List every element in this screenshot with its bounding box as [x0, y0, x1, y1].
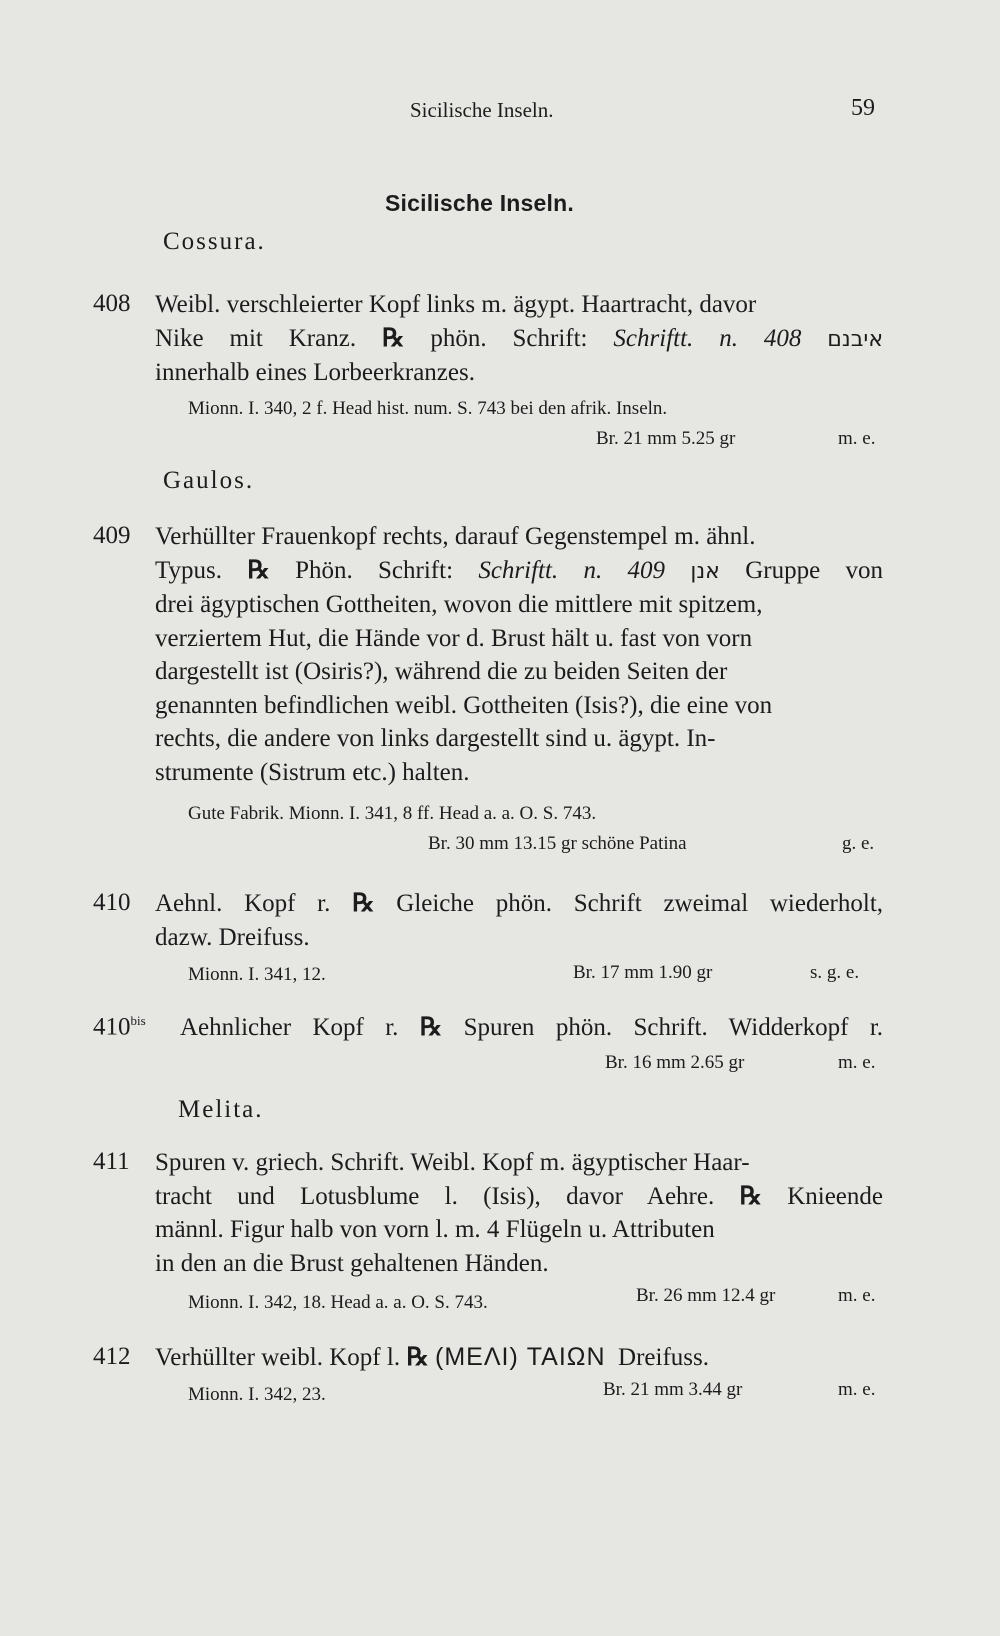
entry-412: Verhüllter weibl. Kopf l. ℞ (ΜΕΛΙ) ΤΑΙΩΝ Dreifuss. [155, 1343, 710, 1371]
hebrew-inscription: אנן [690, 558, 720, 584]
entry-409: Verhüllter Frauenkopf rechts, darauf Gegenstempel m. ähnl. Typus. ℞ Phön. Schrift: Schriftt. n. 409 אנן Gruppe von drei ägyptischen Gottheiten, wovon die mittlere mit spitzem, verziertem Hut, die Hände vor d. Brust hält u. fast von vorn dargestellt ist (Osiris?), während die zu beiden Seiten der genannten befindlichen weibl. Gottheiten (Isis?), die eine von rechts, die andere von links dargestellt sind u. ägypt. In- strumente (Sistrum etc.) halten. [155, 523, 883, 786]
recipe-symbol-icon: ℞ [406, 1344, 429, 1371]
place-heading-cossura: Cossura. [163, 228, 266, 255]
entry-number-412: 412 [93, 1343, 131, 1370]
entry-number-411: 411 [93, 1148, 130, 1175]
recipe-symbol-icon: ℞ [419, 1014, 443, 1041]
entry-number-409: 409 [93, 522, 131, 549]
entry-408-line: innerhalb eines Lorbeerkranzes. [155, 359, 475, 386]
entry-number-408: 408 [93, 290, 131, 317]
entry-412-citation: Mionn. I. 342, 23. [188, 1384, 326, 1405]
entry-411-citation: Mionn. I. 342, 18. Head a. a. O. S. 743. [188, 1292, 488, 1313]
entry-number-410bis: $410^{bis}$ [93, 1013, 146, 1041]
entry-408-line: Weibl. verschleierter Kopf links m. ägypt. Haartracht, davor [155, 291, 757, 318]
hebrew-inscription: איבנם [827, 326, 884, 352]
place-heading-melita: Melita. [178, 1096, 264, 1123]
entry-410-citation: Mionn. I. 341, 12. [188, 964, 326, 985]
entry-409-citation: Gute Fabrik. Mionn. I. 341, 8 ff. Head a. a. O. S. 743. [188, 803, 597, 824]
entry-412-weight: Br. 21 mm 3.44 gr [603, 1379, 743, 1400]
entry-411-weight: Br. 26 mm 12.4 gr [636, 1285, 776, 1306]
recipe-symbol-icon: ℞ [739, 1182, 762, 1210]
recipe-symbol-icon: ℞ [247, 556, 270, 584]
running-title: Sicilische Inseln. [410, 98, 554, 122]
entry-410bis-weight: Br. 16 mm 2.65 gr [605, 1052, 745, 1073]
entry-410bis: Aehnlicher Kopf r. ℞ Spuren phön. Schrift. Widderkopf r. [180, 1014, 884, 1041]
entry-408-citation: Mionn. I. 340, 2 f. Head hist. num. S. 743 bei den afrik. Inseln. [188, 398, 668, 419]
entry-411-condition: m. e. [838, 1285, 876, 1306]
recipe-symbol-icon: ℞ [382, 324, 405, 352]
recipe-symbol-icon: ℞ [352, 890, 375, 917]
section-title: Sicilische Inseln. [385, 190, 574, 216]
entry-409-weight: Br. 30 mm 13.15 gr schöne Patina [428, 833, 687, 854]
entry-408 [155, 288, 883, 390]
greek-inscription: (ΜΕΛΙ) ΤΑΙΩΝ [435, 1343, 606, 1371]
entry-number-410: 410 [93, 889, 131, 916]
entry-408-line: Nike mit Kranz. ℞ phön. Schrift: Schriftt. n. 408 איבנם [155, 324, 884, 352]
entry-410: Aehnl. Kopf r. ℞ Gleiche phön. Schrift zweimal wiederholt, dazw. Dreifuss. [155, 890, 884, 951]
entry-410-condition: s. g. e. [810, 962, 860, 983]
page-number: 59 [851, 95, 875, 121]
entry-408-weight: Br. 21 mm 5.25 gr [596, 428, 736, 449]
entry-410-weight: Br. 17 mm 1.90 gr [573, 962, 713, 983]
entry-411: Spuren v. griech. Schrift. Weibl. Kopf m. ägyptischer Haar- tracht und Lotusblume l. (Isis), davor Aehre. ℞ Knieende männl. Figur halb von vorn l. m. 4 Flügeln u. Attributen in den an die Brust gehaltenen Händen. [155, 1149, 883, 1277]
entry-408-condition: m. e. [838, 428, 876, 449]
entry-409-condition: g. e. [842, 833, 875, 854]
place-heading-gaulos: Gaulos. [163, 467, 255, 494]
entry-410bis-condition: m. e. [838, 1052, 876, 1073]
entry-412-condition: m. e. [838, 1379, 876, 1400]
